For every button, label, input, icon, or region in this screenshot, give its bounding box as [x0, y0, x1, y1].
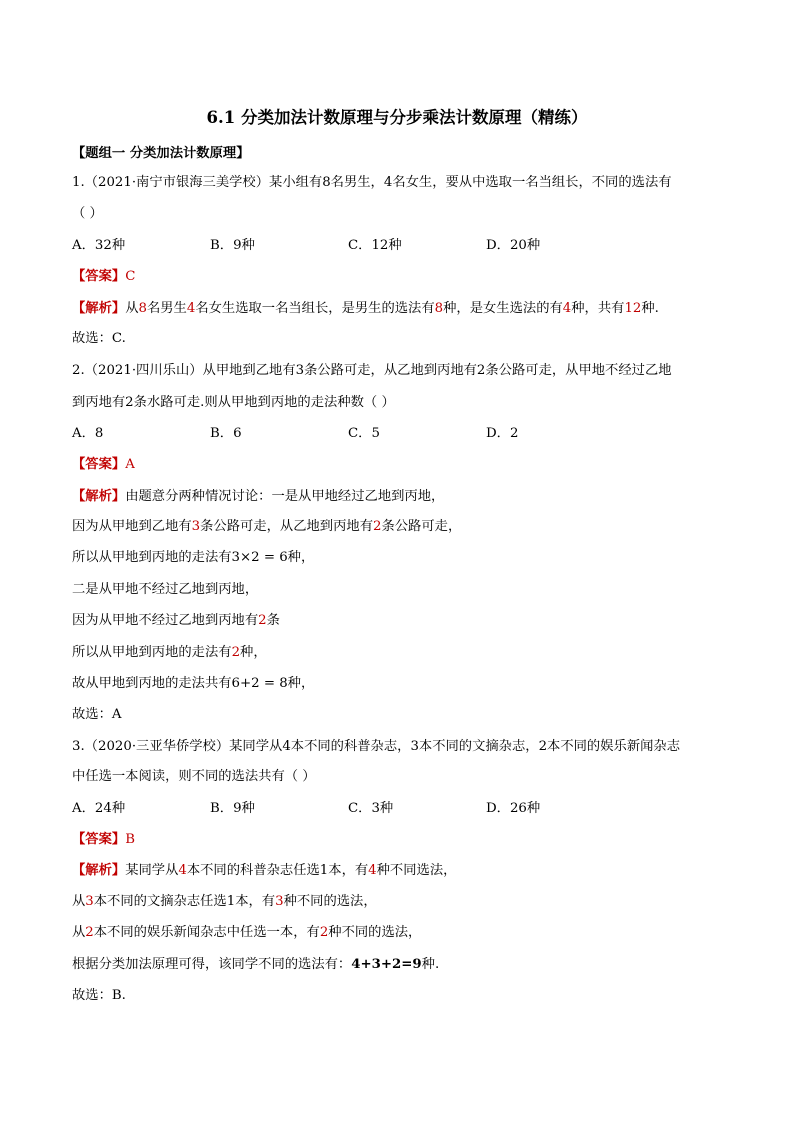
text-run: 种. — [421, 957, 440, 972]
question-1-line-1: 1.（2021·南宁市银海三美学校）某小组有8名男生，4名女生，要从中选取一名当组长，不同的选法有 — [72, 175, 672, 190]
q2-option-c: C．5 — [348, 426, 380, 441]
text-run: 12 — [624, 301, 642, 316]
q3-option-d: D．26种 — [486, 801, 541, 816]
text-run: 名女生选取一名当组长，是男生的选法有 — [195, 301, 435, 316]
text-run: 8 — [434, 301, 444, 316]
text-run: 2 — [319, 925, 329, 940]
q2-answer — [72, 455, 135, 475]
q1-analysis-line-2: 故选：C. — [72, 331, 126, 346]
text-run: 种，共有 — [571, 301, 625, 316]
q1-option-b: B．9种 — [210, 238, 255, 253]
text-run: 4+3+2=9 — [351, 957, 422, 972]
text-run: 3 — [85, 894, 94, 909]
text-run: 名男生 — [146, 301, 187, 316]
analysis-tag: 【解析】 — [72, 863, 126, 878]
text-run: 条公路可走， — [381, 519, 462, 534]
q2-analysis-line-2 — [72, 517, 461, 537]
text-run: 条 — [266, 613, 280, 628]
q1-option-a: A．32种 — [72, 238, 126, 253]
q3-analysis-line-5: 故选：B. — [72, 988, 126, 1003]
q3-analysis-line-1 — [72, 861, 456, 881]
q2-analysis-line-5 — [72, 611, 280, 631]
q2-analysis-line-7: 故从甲地到丙地的走法共有6+2 = 8种， — [72, 676, 315, 691]
answer-value: A — [125, 457, 135, 472]
q3-analysis-line-3 — [72, 923, 421, 943]
text-run: 种. — [641, 301, 659, 316]
text-run: 2 — [373, 519, 382, 534]
q1-option-c: C．12种 — [348, 238, 402, 253]
text-run: 从 — [72, 894, 86, 909]
text-run: 2 — [85, 925, 94, 940]
q2-option-a: A．8 — [72, 426, 104, 441]
text-run: 2 — [258, 613, 267, 628]
q2-analysis-line-4: 二是从甲地不经过乙地到丙地， — [72, 582, 259, 597]
text-run: 从 — [72, 925, 86, 940]
text-run: 条公路可走，从乙地到丙地有 — [200, 519, 373, 534]
answer-tag: 【答案】 — [72, 269, 126, 284]
q2-analysis-line-3: 所以从甲地到丙地的走法有3×2 = 6种， — [72, 550, 315, 565]
q3-option-b: B．9种 — [210, 801, 255, 816]
text-run: 种不同选法， — [376, 863, 457, 878]
answer-tag: 【答案】 — [72, 457, 126, 472]
q2-option-d: D．2 — [486, 426, 519, 441]
answer-tag: 【答案】 — [72, 832, 126, 847]
q3-option-a: A．24种 — [72, 801, 126, 816]
text-run: 本不同的娱乐新闻杂志中任选一本，有 — [93, 925, 320, 940]
question-2-line-2: 到丙地有2条水路可走.则从甲地到丙地的走法种数（ ） — [72, 395, 395, 410]
text-run: 因为从甲地到乙地有 — [72, 519, 192, 534]
q3-answer — [72, 830, 135, 850]
q2-analysis-line-6 — [72, 643, 267, 663]
q3-option-c: C．3种 — [348, 801, 394, 816]
text-run: 种不同的选法， — [328, 925, 422, 940]
text-run: 4 — [562, 301, 572, 316]
q3-analysis-line-4 — [72, 955, 439, 975]
analysis-tag: 【解析】 — [72, 489, 126, 504]
text-run: 由题意分两种情况讨论：一是从甲地经过乙地到丙地， — [125, 489, 445, 504]
text-run: 某同学从 — [125, 863, 179, 878]
q1-analysis-line-1 — [72, 299, 659, 319]
answer-value: B — [125, 832, 135, 847]
q3-analysis-line-2 — [72, 892, 377, 912]
text-run: 3 — [275, 894, 284, 909]
page-title: 6.1 分类加法计数原理与分步乘法计数原理（精练） — [206, 108, 588, 127]
text-run: 种， — [240, 645, 267, 660]
q1-answer — [72, 267, 135, 287]
question-3-line-1: 3.（2020·三亚华侨学校）某同学从4本不同的科普杂志，3本不同的文摘杂志，2本不同的娱乐新闻杂志 — [72, 739, 681, 754]
text-run: 从 — [125, 301, 139, 316]
text-run: 本不同的文摘杂志任选1本，有 — [93, 894, 276, 909]
text-run: 因为从甲地不经过乙地到丙地有 — [72, 613, 259, 628]
section-heading: 【题组一 分类加法计数原理】 — [72, 146, 250, 161]
text-run: 4 — [368, 863, 377, 878]
text-run: 4 — [186, 301, 196, 316]
text-run: 本不同的科普杂志任选1本，有 — [186, 863, 369, 878]
question-2-line-1: 2.（2021·四川乐山）从甲地到乙地有3条公路可走，从乙地到丙地有2条公路可走，从甲地不经过乙地 — [72, 363, 672, 378]
question-3-line-2: 中任选一本阅读，则不同的选法共有（ ） — [72, 769, 316, 784]
text-run: 根据分类加法原理可得，该同学不同的选法有： — [72, 957, 352, 972]
text-run: 8 — [138, 301, 147, 316]
text-run: 所以从甲地到丙地的走法有 — [72, 645, 232, 660]
analysis-tag: 【解析】 — [72, 301, 126, 316]
q2-analysis-line-1 — [72, 487, 444, 507]
text-run: 4 — [178, 863, 187, 878]
q2-analysis-line-8: 故选：A — [72, 707, 122, 722]
q2-option-b: B．6 — [210, 426, 242, 441]
question-1-line-2: （ ） — [72, 206, 103, 221]
q1-option-d: D．20种 — [486, 238, 541, 253]
text-run: 种不同的选法， — [283, 894, 377, 909]
text-run: 2 — [231, 645, 241, 660]
text-run: 3 — [191, 519, 201, 534]
text-run: 种，是女生选法的有 — [443, 301, 563, 316]
answer-value: C — [125, 269, 136, 284]
